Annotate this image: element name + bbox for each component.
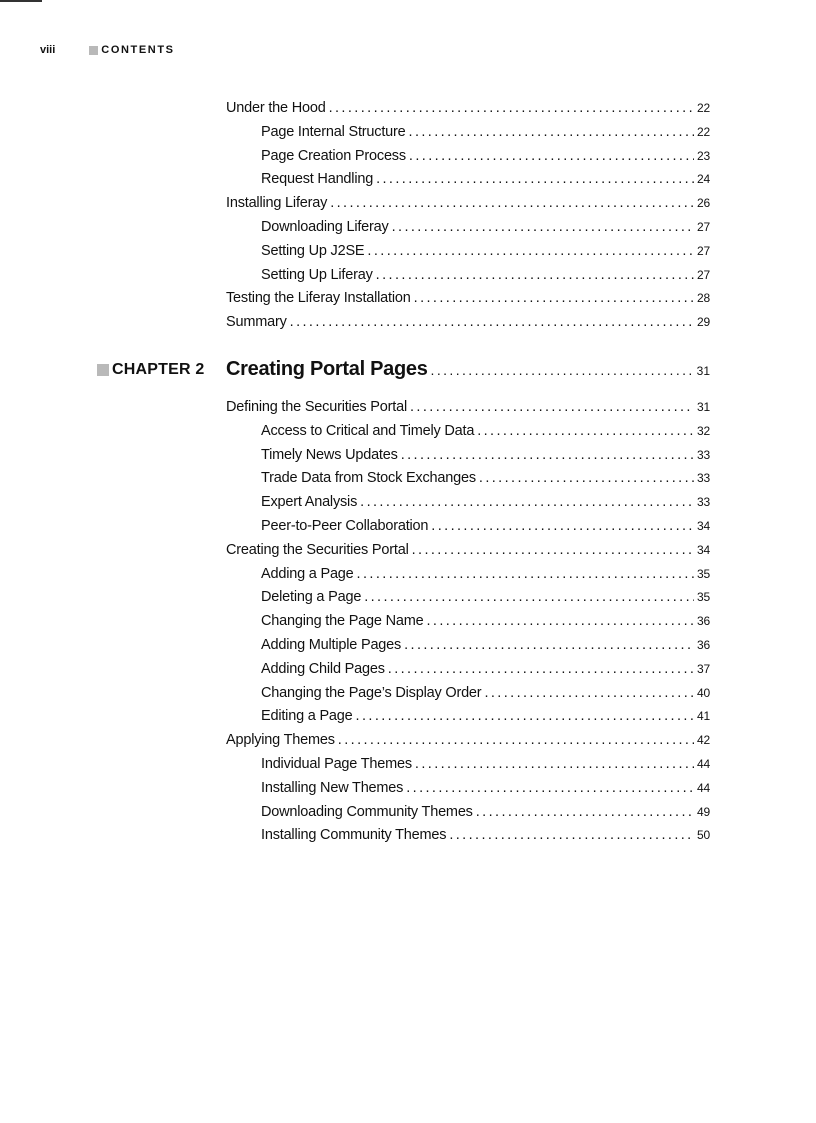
leader-dots bbox=[406, 777, 694, 801]
leader-dots bbox=[364, 586, 694, 610]
toc-entry-page: 28 bbox=[697, 291, 710, 306]
toc-entry-page: 34 bbox=[697, 542, 710, 557]
leader-dots bbox=[412, 539, 694, 563]
leader-dots bbox=[479, 467, 694, 491]
toc-entry-page: 35 bbox=[697, 566, 710, 581]
leader-dots bbox=[356, 705, 695, 729]
toc-entry[interactable] bbox=[226, 491, 710, 515]
toc-entry[interactable] bbox=[226, 753, 710, 777]
toc-entry[interactable] bbox=[226, 539, 710, 563]
leader-dots bbox=[449, 824, 694, 848]
toc-entry[interactable] bbox=[226, 682, 710, 706]
toc-entry-title: Setting Up Liferay bbox=[261, 266, 373, 283]
toc-entry-page: 33 bbox=[697, 471, 710, 486]
toc-entry-title: Applying Themes bbox=[226, 732, 335, 749]
leader-dots bbox=[404, 634, 694, 658]
toc-entry-title: Page Creation Process bbox=[261, 147, 406, 164]
toc-entry-title: Changing the Page’s Display Order bbox=[261, 684, 482, 701]
leader-dots bbox=[330, 192, 694, 216]
toc-entry-page: 36 bbox=[697, 637, 710, 652]
toc-entry-page: 40 bbox=[697, 685, 710, 700]
leader-dots bbox=[426, 610, 694, 634]
header-page-number: viii bbox=[40, 44, 56, 56]
toc-entry-page: 27 bbox=[697, 267, 710, 282]
toc-entry-page: 27 bbox=[697, 243, 710, 258]
toc-entry[interactable] bbox=[226, 264, 710, 288]
toc-entry-page: 35 bbox=[697, 590, 710, 605]
chapter-marker-icon bbox=[97, 364, 109, 376]
leader-dots bbox=[477, 420, 694, 444]
running-header bbox=[40, 44, 175, 56]
toc-entry-page: 36 bbox=[697, 614, 710, 629]
toc-entry[interactable] bbox=[226, 192, 710, 216]
leader-dots bbox=[410, 396, 694, 420]
leader-dots bbox=[357, 563, 695, 587]
leader-dots bbox=[329, 97, 694, 121]
toc-section-chapter1 bbox=[226, 97, 710, 335]
toc-entry[interactable] bbox=[226, 586, 710, 610]
section-marker-icon bbox=[89, 46, 98, 55]
toc-entry[interactable] bbox=[226, 444, 710, 468]
toc-entry-page: 41 bbox=[697, 709, 710, 724]
toc-entry[interactable] bbox=[226, 634, 710, 658]
toc-entry-title: Defining the Securities Portal bbox=[226, 399, 407, 415]
toc-entry-page: 26 bbox=[697, 196, 710, 211]
toc-entry-title: Adding Child Pages bbox=[261, 660, 385, 677]
toc-entry-page: 50 bbox=[697, 828, 710, 843]
leader-dots bbox=[476, 801, 694, 825]
toc-entry-page: 27 bbox=[697, 219, 710, 234]
toc-entry-title: Adding Multiple Pages bbox=[261, 636, 402, 653]
toc-entry-page: 34 bbox=[697, 518, 710, 533]
toc-entry[interactable] bbox=[226, 467, 710, 491]
toc-entry-page: 31 bbox=[697, 400, 710, 414]
toc-entry-title: Adding a Page bbox=[261, 565, 354, 582]
toc-entry-page: 22 bbox=[697, 124, 710, 139]
toc-entry-page: 42 bbox=[697, 733, 710, 748]
leader-dots bbox=[431, 362, 694, 378]
toc-entry-title: Peer-to-Peer Collaboration bbox=[261, 517, 429, 534]
leader-dots bbox=[415, 753, 694, 777]
leader-dots bbox=[414, 287, 694, 311]
toc-entry-title: Downloading Community Themes bbox=[261, 803, 473, 820]
leader-dots bbox=[376, 264, 694, 288]
toc-entry-page: 44 bbox=[697, 780, 710, 795]
chapter-label bbox=[97, 361, 204, 379]
leader-dots bbox=[409, 121, 695, 145]
toc-entry[interactable] bbox=[226, 168, 710, 192]
toc-entry[interactable] bbox=[226, 777, 710, 801]
toc-entry-title: Summary bbox=[226, 314, 287, 331]
toc-entry-page: 23 bbox=[697, 148, 710, 163]
toc-entry[interactable] bbox=[226, 121, 710, 145]
toc-entry[interactable] bbox=[226, 396, 710, 420]
toc-entry-page: 49 bbox=[697, 804, 710, 819]
toc-entry[interactable] bbox=[226, 658, 710, 682]
leader-dots bbox=[409, 145, 694, 169]
toc-entry-title: Expert Analysis bbox=[261, 494, 358, 511]
toc-entry-page: 22 bbox=[697, 101, 710, 115]
chapter-title: Creating Portal Pages bbox=[226, 358, 428, 380]
toc-entry[interactable] bbox=[226, 729, 710, 753]
toc-entry[interactable] bbox=[226, 705, 710, 729]
toc-entry-title: Deleting a Page bbox=[261, 589, 362, 606]
toc-entry[interactable] bbox=[226, 145, 710, 169]
toc-section-chapter2 bbox=[226, 396, 710, 848]
leader-dots bbox=[376, 168, 694, 192]
corner-rule bbox=[0, 0, 42, 2]
toc-entry-title: Request Handling bbox=[261, 171, 374, 188]
leader-dots bbox=[392, 216, 694, 240]
toc-entry[interactable] bbox=[226, 311, 710, 335]
toc-entry-title: Creating the Securities Portal bbox=[226, 541, 409, 558]
toc-entry[interactable] bbox=[226, 287, 710, 311]
toc-entry-title: Testing the Liferay Installation bbox=[226, 290, 411, 307]
toc-entry-title: Trade Data from Stock Exchanges bbox=[261, 470, 476, 487]
toc-entry-title: Installing Community Themes bbox=[261, 827, 447, 844]
leader-dots bbox=[431, 515, 694, 539]
chapter-number: CHAPTER 2 bbox=[112, 361, 205, 378]
toc-entry-page: 29 bbox=[697, 315, 710, 330]
toc-entry-page: 24 bbox=[697, 172, 710, 187]
toc-entry[interactable] bbox=[226, 515, 710, 539]
toc-entry[interactable] bbox=[226, 610, 710, 634]
toc-entry-title: Editing a Page bbox=[261, 708, 353, 725]
chapter-heading-entry[interactable] bbox=[226, 358, 710, 381]
toc-entry-page: 37 bbox=[697, 661, 710, 676]
toc-entry-title: Under the Hood bbox=[226, 100, 326, 116]
toc-entry[interactable] bbox=[226, 97, 710, 121]
toc-entry-title: Setting Up J2SE bbox=[261, 242, 365, 259]
chapter-page-number: 31 bbox=[696, 364, 710, 378]
toc-entry-title: Individual Page Themes bbox=[261, 755, 412, 772]
toc-entry[interactable] bbox=[226, 240, 710, 264]
toc-entry-title: Timely News Updates bbox=[261, 446, 398, 463]
leader-dots bbox=[367, 240, 694, 264]
toc-entry-page: 33 bbox=[697, 495, 710, 510]
toc-entry[interactable] bbox=[226, 801, 710, 825]
toc-entry-page: 33 bbox=[697, 447, 710, 462]
toc-entry[interactable] bbox=[226, 563, 710, 587]
toc-entry-title: Downloading Liferay bbox=[261, 218, 389, 235]
header-section-title: CONTENTS bbox=[101, 44, 175, 56]
leader-dots bbox=[290, 311, 694, 335]
toc-entry-page: 32 bbox=[697, 423, 710, 438]
toc-entry[interactable] bbox=[226, 824, 710, 848]
toc-entry[interactable] bbox=[226, 216, 710, 240]
leader-dots bbox=[401, 444, 694, 468]
leader-dots bbox=[388, 658, 694, 682]
leader-dots bbox=[338, 729, 694, 753]
leader-dots bbox=[360, 491, 694, 515]
toc-entry[interactable] bbox=[226, 420, 710, 444]
toc-entry-title: Page Internal Structure bbox=[261, 123, 406, 140]
toc-entry-title: Installing Liferay bbox=[226, 195, 328, 212]
toc-entry-page: 44 bbox=[697, 756, 710, 771]
toc-entry-title: Installing New Themes bbox=[261, 779, 404, 796]
leader-dots bbox=[484, 682, 694, 706]
toc-entry-title: Changing the Page Name bbox=[261, 613, 424, 630]
toc-entry-title: Access to Critical and Timely Data bbox=[261, 422, 475, 439]
